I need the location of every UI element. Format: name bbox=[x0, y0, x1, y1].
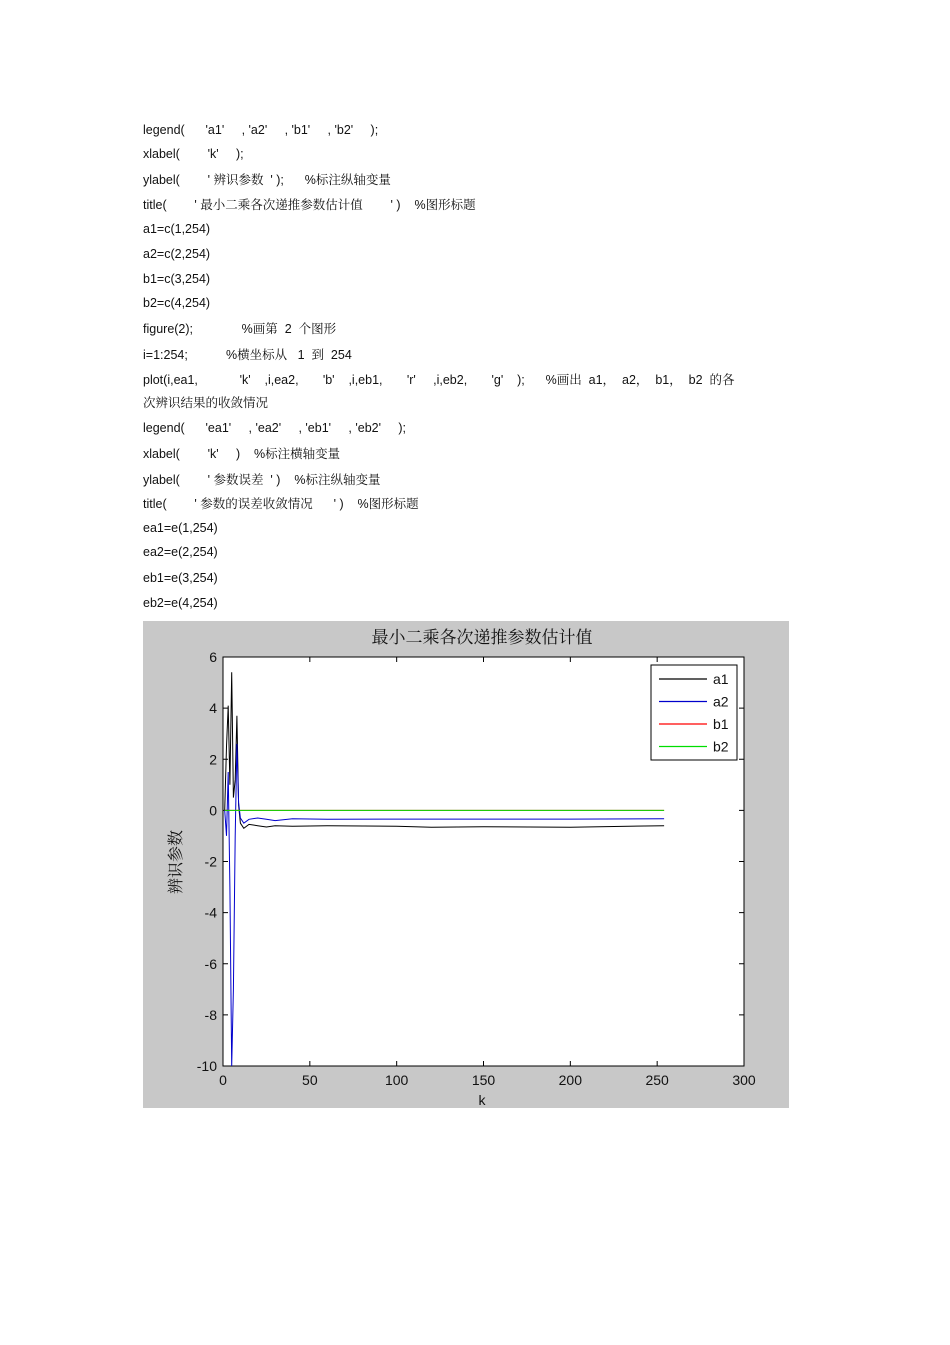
chart-title: 最小二乘各次递推参数估计值 bbox=[371, 628, 593, 648]
code-line: xlabel( 'k' ) %标注横轴变量 bbox=[143, 447, 341, 461]
code-line: ylabel( ' 辨识参数 ' ); %标注纵轴变量 bbox=[143, 173, 391, 187]
y-tick-label: 6 bbox=[209, 649, 217, 665]
code-line: ea1=e(1,254) bbox=[143, 521, 218, 535]
y-tick-label: 4 bbox=[209, 700, 217, 717]
legend-label-b2: b2 bbox=[713, 738, 729, 755]
code-line: b2=c(4,254) bbox=[143, 296, 211, 310]
x-tick-label: 50 bbox=[302, 1072, 318, 1088]
y-tick-label: -2 bbox=[204, 853, 217, 870]
figure-window bbox=[143, 621, 789, 1108]
chart bbox=[143, 621, 789, 1108]
code-line: eb1=e(3,254) bbox=[143, 571, 218, 585]
code-line: xlabel( 'k' ); bbox=[143, 147, 244, 161]
code-line: a1=c(1,254) bbox=[143, 222, 211, 236]
y-tick-label: 2 bbox=[209, 751, 217, 768]
x-tick-label: 100 bbox=[384, 1072, 409, 1088]
y-tick-label: 0 bbox=[209, 802, 217, 819]
legend-label-a2: a2 bbox=[713, 693, 729, 710]
code-line: ylabel( ' 参数误差 ' ) %标注纵轴变量 bbox=[143, 473, 381, 487]
code-line: title( ' 最小二乘各次递推参数估计值 ' ) %图形标题 bbox=[143, 198, 476, 212]
y-tick-label: -8 bbox=[204, 1006, 217, 1023]
y-tick-label: -4 bbox=[204, 904, 217, 921]
code-line: 次辨识结果的收敛情况 bbox=[143, 396, 269, 410]
x-axis-label: k bbox=[478, 1092, 486, 1108]
code-line: title( ' 参数的误差收敛情况 ' ) %图形标题 bbox=[143, 497, 419, 511]
y-axis-label: 辨识参数 bbox=[168, 829, 185, 895]
legend-label-a1: a1 bbox=[713, 671, 729, 687]
code-line: eb2=e(4,254) bbox=[143, 596, 218, 610]
legend-label-b1: b1 bbox=[713, 716, 729, 732]
code-line: a2=c(2,254) bbox=[143, 247, 211, 261]
y-tick-label: -6 bbox=[204, 955, 217, 972]
code-line: legend( 'a1' , 'a2' , 'b1' , 'b2' ); bbox=[143, 123, 379, 137]
code-line: i=1:254; %横坐标从 1 到 254 bbox=[143, 348, 352, 362]
code-line: legend( 'ea1' , 'ea2' , 'eb1' , 'eb2' ); bbox=[143, 421, 406, 435]
code-line: plot(i,ea1, 'k' ,i,ea2, 'b' ,i,eb1, 'r' ,i,eb2, 'g' ); %画出 a1， a2， b1， b2 的各 bbox=[143, 373, 735, 387]
y-tick-label: -10 bbox=[196, 1058, 217, 1074]
x-tick-label: 200 bbox=[558, 1072, 583, 1088]
code-line: b1=c(3,254) bbox=[143, 272, 211, 286]
x-tick-label: 0 bbox=[219, 1072, 227, 1088]
x-tick-label: 150 bbox=[471, 1072, 496, 1088]
x-tick-label: 300 bbox=[732, 1072, 756, 1088]
code-line: figure(2); %画第 2 个图形 bbox=[143, 322, 337, 336]
code-line: ea2=e(2,254) bbox=[143, 545, 218, 559]
x-tick-label: 250 bbox=[645, 1072, 669, 1088]
legend bbox=[651, 665, 737, 760]
